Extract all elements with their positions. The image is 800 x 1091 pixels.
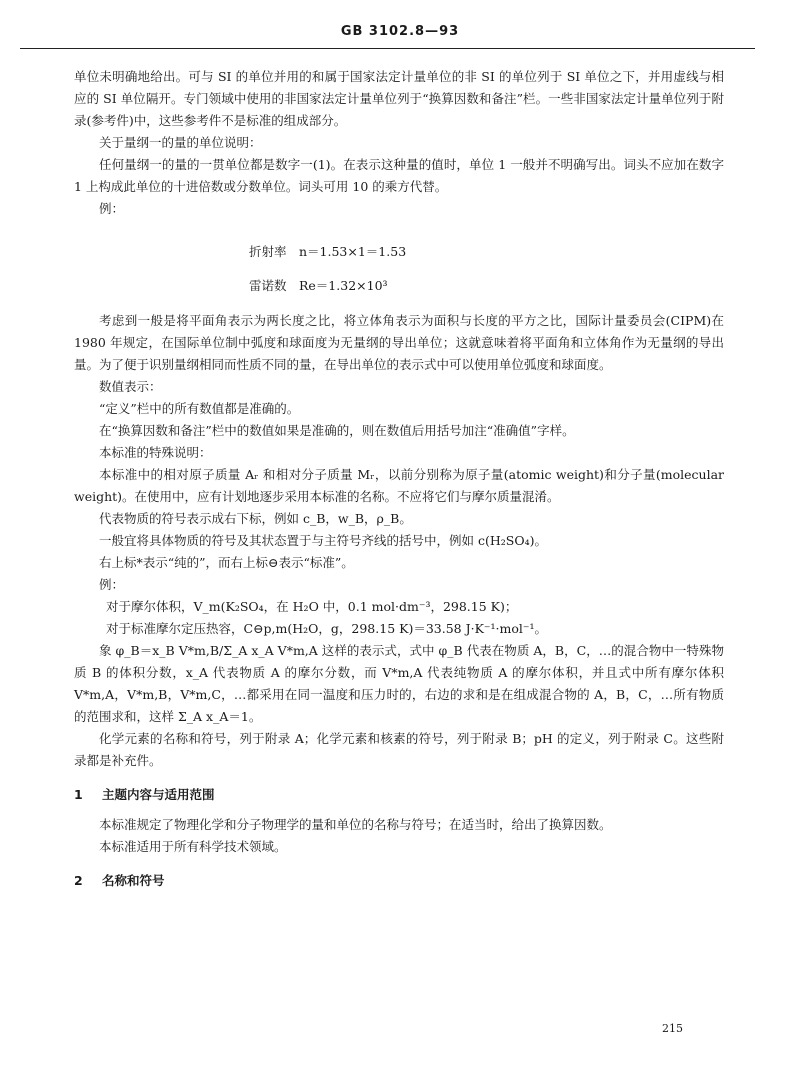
example-label-2: 例： (99, 576, 125, 592)
formula-refractive-index: 折射率 n＝1.53×1＝1.53 (249, 243, 407, 259)
paragraph-superscript: 右上标*表示“纯的”，而右上标⊖表示“标准”。 (99, 554, 354, 570)
paragraph-special-notes-heading: 本标准的特殊说明： (99, 444, 212, 460)
paragraph-definition-exact: “定义”栏中的所有数值都是准确的。 (99, 400, 300, 416)
example-label: 例： (99, 201, 125, 216)
page-body (74, 66, 724, 892)
formula-reynolds-number: 雷诺数 Re＝1.32×10³ (249, 278, 388, 293)
paragraph-brackets: 一般宜将具体物质的符号及其状态置于与主符号齐线的括号中，例如 c(H₂SO₄)。 (99, 532, 547, 548)
section-1-paragraph-2: 本标准适用于所有科学技术领域。 (99, 838, 287, 854)
paragraph-subscript: 代表物质的符号表示成右下标，例如 c_B，w_B，ρ_B。 (99, 510, 412, 526)
section-2-heading (74, 870, 724, 892)
example-heat-capacity: 对于标准摩尔定压热容，C⊖p,m(H₂O，g，298.15 K)＝33.58 J·K⁻¹·mol⁻¹。 (106, 620, 547, 636)
section-1-heading (74, 784, 724, 806)
paragraph-appendices: 化学元素的名称和符号，列于附录 A；化学元素和核素的符号，列于附录 B；pH 的定义，列于附录 C。这些附录都是补充件。 (74, 730, 724, 768)
page-number: 215 (662, 1022, 683, 1035)
header-rule (20, 48, 755, 49)
paragraph-units-note: 单位未明确地给出。可与 SI 的单位并用的和属于国家法定计量单位的非 SI 的单位列于 SI 单位之下，并用虚线与相应的 SI 单位隔开。专门领域中使用的非国家法定计量单位列于“换算因数和备注”栏。一些非国家法定计量单位列于附录(参考件)中，这些参考件不是标准的组成部分。 (74, 69, 724, 128)
paragraph-relative-mass: 本标准中的相对原子质量 Aᵣ 和相对分子质量 Mᵣ，以前分别称为原子量(atomic weight)和分子量(molecular weight)。在使用中，应有计划地逐步采用本标准的名称。不应将它们与摩尔质量混淆。 (74, 466, 724, 504)
paragraph-dimensionless-heading: 关于量纲一的量的单位说明： (99, 135, 262, 150)
example-molar-volume: 对于摩尔体积，V_m(K₂SO₄，在 H₂O 中，0.1 mol·dm⁻³，298.15 K)； (106, 598, 518, 614)
section-2-number: 2 (74, 872, 83, 888)
paragraph-conversion-exact: 在“换算因数和备注”栏中的数值如果是准确的，则在数值后用括号加注“准确值”字样。 (99, 422, 575, 438)
section-1-number: 1 (74, 786, 83, 802)
section-1-paragraph-1: 本标准规定了物理化学和分子物理学的量和单位的名称与符号；在适当时，给出了换算因数。 (99, 816, 612, 832)
section-1-title: 主题内容与适用范围 (102, 786, 215, 802)
paragraph-dimensionless-unit: 任何量纲一的量的一贯单位都是数字一(1)。在表示这种量的值时，单位 1 一般并不明确写出。词头不应加在数字 1 上构成此单位的十进倍数或分数单位。词头可用 10 的乘方代替。 (74, 157, 724, 194)
document-header: GB 3102.8—93 (340, 24, 460, 39)
paragraph-numeric-values-heading: 数值表示： (99, 378, 162, 394)
paragraph-volume-fraction: 象 φ_B＝x_B V*m,B/Σ_A x_A V*m,A 这样的表示式，式中 φ_B 代表在物质 A，B，C，…的混合物中一特殊物质 B 的体积分数，x_A 代表物质 A 的摩尔分数，而 V*m,A 代表纯物质 A 的摩尔体积，并且式中所有摩尔体积 V*m,A，V*m,B，V*m,C，…都采用在同一温度和压力时的，右边的求和是在组成混合物的 A，B，C，…所有物质的范围求和，这样 Σ_A x_A＝1。 (74, 642, 724, 724)
paragraph-plane-angle: 考虑到一般是将平面角表示为两长度之比，将立体角表示为面积与长度的平方之比，国际计量委员会(CIPM)在 1980 年规定，在国际单位制中弧度和球面度为无量纲的导出单位；这就意味着将平面角和立体角作为无量纲的导出量。为了便于识别量纲相同而性质不同的量，在导出单位的表示式中可以使用单位弧度和球面度。 (74, 312, 724, 372)
section-2-title: 名称和符号 (102, 872, 165, 888)
